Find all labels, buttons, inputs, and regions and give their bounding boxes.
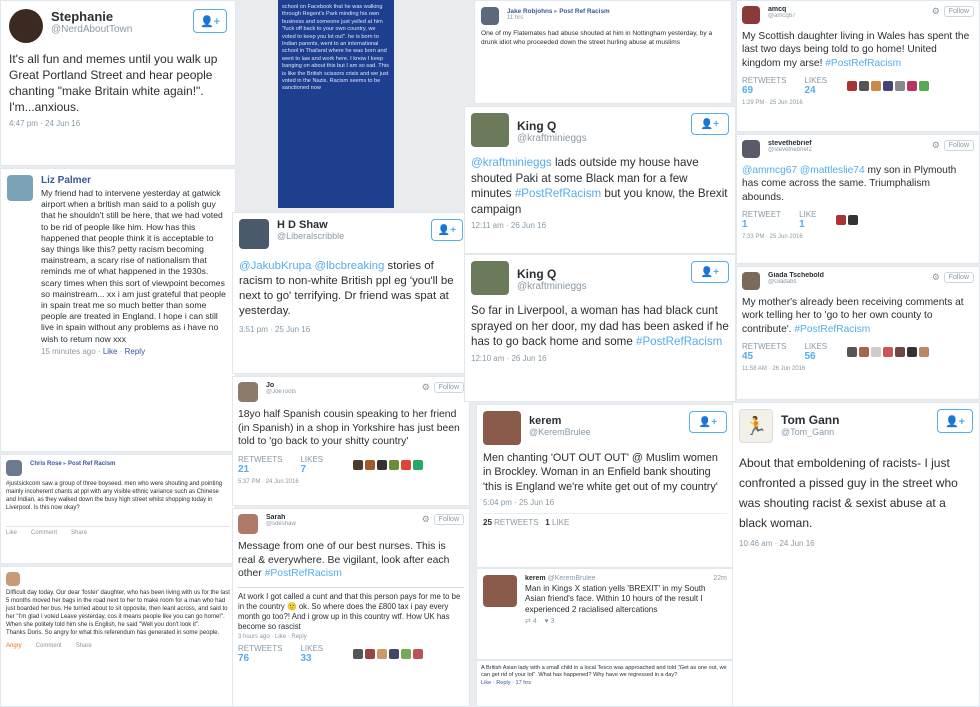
tweet-stats: RETWEET 1 LIKE 1 bbox=[742, 210, 817, 231]
comment-meta: Like · Reply · 17 hrs bbox=[481, 680, 532, 687]
gear-icon[interactable]: ⚙ bbox=[421, 514, 430, 524]
quoted-meta: 3 hours ago · Like · Reply bbox=[238, 633, 307, 640]
author-name[interactable]: Sarah bbox=[266, 514, 286, 521]
gear-icon[interactable]: ⚙ bbox=[421, 382, 430, 392]
tweet-stats: RETWEETS 45 LIKES 56 bbox=[742, 342, 828, 363]
author-name[interactable]: Stephanie bbox=[51, 9, 114, 24]
author-handle[interactable]: @Tom_Gann bbox=[781, 427, 835, 437]
tweet-text: @ammcg67 @mattleslie74 my son in Plymouth has come across the same. Triumphalism abounds. bbox=[742, 165, 957, 203]
author-handle[interactable]: @sdeshaw bbox=[266, 521, 296, 527]
like-count: 24 bbox=[804, 85, 816, 97]
retweet-count: 21 bbox=[238, 463, 250, 475]
author-name[interactable]: amcq bbox=[768, 6, 787, 13]
comment-button[interactable]: Comment bbox=[31, 530, 58, 536]
tweet-time: 5:37 PM · 24 Jun 2016 bbox=[238, 478, 299, 485]
avatar[interactable] bbox=[238, 514, 258, 534]
like-count: 3 bbox=[550, 618, 555, 626]
like-count: 7 bbox=[300, 463, 307, 475]
avatar[interactable] bbox=[471, 113, 509, 147]
like-icon[interactable]: ♥ bbox=[544, 618, 549, 626]
hashtag-link[interactable]: #PostRefRacism bbox=[825, 57, 902, 69]
tweet-time: 5:04 pm · 25 Jun 16 bbox=[483, 498, 555, 508]
tweet-sarah bbox=[232, 508, 470, 707]
tweet-time: 12:10 am · 26 Jun 16 bbox=[471, 353, 547, 363]
hashtag-link[interactable]: #PostRefRacism bbox=[794, 323, 871, 335]
tweet-text: Man in Kings X station yells 'BREXIT' in my South Asian friend's face. Within 10 hours of the result I experienced 2 racialised altercations bbox=[525, 584, 706, 614]
tweet-time: 10:46 am · 24 Jun 16 bbox=[739, 539, 815, 548]
avatar[interactable] bbox=[742, 6, 760, 24]
gear-icon[interactable]: ⚙ bbox=[931, 272, 940, 282]
tweet-king-q-1 bbox=[464, 106, 736, 254]
author-handle[interactable]: @Liberalscribble bbox=[277, 231, 345, 241]
quoted-comment bbox=[238, 587, 464, 640]
quoted-text: At work I got called a cunt and that this person pays for me to be in the country 🙂 ok. So where does the £800 tax i pay every month go too?! And i grow up in this country wtf. How UK has become so rascist bbox=[238, 591, 461, 631]
fb-comment-tesco bbox=[476, 660, 734, 707]
comment-button[interactable]: Comment bbox=[35, 643, 62, 649]
tweet-stats: RETWEETS 69 LIKES 24 bbox=[742, 76, 828, 97]
author-name[interactable]: kerem bbox=[529, 415, 562, 427]
tweet-stephanie bbox=[0, 0, 236, 166]
tweet-text: So far in Liverpool, a woman has had black cunt sprayed on her door, my dad has been asked if he has to go back home and some #PostRefRacism bbox=[471, 304, 729, 349]
follow-button[interactable]: 👤+ bbox=[689, 411, 727, 433]
follow-button[interactable]: 👤+ bbox=[193, 9, 227, 33]
tweet-stats-row bbox=[238, 644, 464, 664]
gear-icon[interactable]: ⚙ bbox=[931, 6, 940, 16]
group-name[interactable]: Post Ref Racism bbox=[68, 461, 116, 467]
author-name[interactable]: stevethebrief bbox=[768, 140, 812, 147]
gear-icon[interactable]: ⚙ bbox=[931, 140, 940, 150]
tweet-kerem-2 bbox=[476, 568, 734, 660]
tweet-stats-row bbox=[742, 76, 974, 96]
author-handle[interactable]: @KeremBrulee bbox=[529, 427, 591, 437]
follow-button[interactable]: Follow bbox=[434, 382, 464, 393]
share-button[interactable]: Share bbox=[75, 643, 92, 649]
avatar[interactable] bbox=[6, 460, 22, 476]
group-name[interactable]: Post Ref Racism bbox=[559, 8, 610, 15]
tweet-stats: RETWEETS 21 LIKES 7 bbox=[238, 454, 324, 475]
tweet-time: 3:51 pm · 25 Jun 16 bbox=[239, 325, 311, 334]
tweet-stevethebrief bbox=[736, 134, 980, 264]
avatar[interactable] bbox=[483, 575, 517, 607]
liker-avatars bbox=[847, 81, 929, 91]
follow-button[interactable]: Follow bbox=[944, 6, 974, 17]
tweet-text: 18yo half Spanish cousin speaking to her friend (in Spanish) in a shop in Yorkshire has just been told to 'go back to your shitty country' bbox=[238, 409, 460, 448]
fb-post-chris-rose: Chris Rose ▸ Post Ref Racism #justsickcom saw a group of three boyseed. men who were shouting and pointing mainly incoherent chants at ppl with any visible ethnic variance such as Chinese and Indian, as they walked down the busy high street whilst shopping today in Liverpool. Is this now okay? Like Comment Share bbox=[0, 454, 236, 564]
author-name[interactable]: kerem bbox=[525, 575, 546, 582]
author-handle[interactable]: @KeremBrulee bbox=[547, 575, 596, 582]
tweet-giada bbox=[736, 266, 980, 400]
tweet-tom-gann bbox=[732, 402, 980, 707]
follow-button[interactable]: Follow bbox=[944, 140, 974, 151]
avatar[interactable] bbox=[739, 409, 773, 443]
author-line bbox=[525, 575, 727, 582]
author-name[interactable]: Liz Palmer bbox=[41, 175, 92, 186]
retweet-count: 4 bbox=[532, 618, 537, 626]
reply-link[interactable]: Reply bbox=[124, 346, 146, 356]
follow-button[interactable]: Follow bbox=[434, 514, 464, 525]
tweet-time: 7:33 PM · 25 Jun 2016 bbox=[742, 234, 803, 241]
tweet-stats: RETWEETS 76 LIKES 33 bbox=[238, 643, 324, 664]
author-handle[interactable]: @JoeToots bbox=[266, 389, 297, 395]
post-time: 11 hrs bbox=[507, 15, 524, 21]
hashtag-link[interactable]: #PostRefRacism bbox=[514, 187, 602, 201]
avatar[interactable] bbox=[238, 382, 258, 402]
avatar[interactable] bbox=[471, 261, 509, 295]
mention-link[interactable]: @lbcbreaking bbox=[314, 260, 385, 272]
avatar[interactable] bbox=[481, 7, 499, 25]
avatar[interactable] bbox=[9, 9, 43, 43]
angry-reaction[interactable]: Angry bbox=[6, 643, 22, 649]
author-name[interactable]: Jo bbox=[266, 382, 275, 389]
like-count: 33 bbox=[300, 652, 312, 664]
post-text: Difficult day today. Our dear 'foster' daughter, who has been living with us for the last 5 months moved her bags in the road next to her to make room for a man who had just boarded her bus. He turned about to sit opposite, then leant across, and said to her "I'm glad I voted Leave yesterday, cos it means people like you can go home!". When she politely told him she is English, he said "Well you don't look it". bbox=[6, 590, 230, 628]
author-name[interactable]: Giada Tschebold bbox=[768, 272, 824, 279]
post-actions bbox=[6, 643, 230, 649]
post-text: #justsickcom saw a group of three boyseed. men who were shouting and pointing mainly incoherent chants at ppl with any visible ethnic variance such as Chinese and Indian, as they walked down the busy high street whilst shopping today in Liverpool. Is this now okay? bbox=[6, 481, 223, 511]
like-count: 1 bbox=[545, 518, 550, 528]
like-count: 1 bbox=[799, 219, 805, 231]
avatar[interactable] bbox=[483, 411, 521, 445]
liker-avatars bbox=[353, 649, 423, 659]
liker-avatars bbox=[847, 347, 929, 357]
author-handle[interactable]: @kraftminieggs bbox=[517, 281, 587, 292]
mention-link[interactable]: @JakubKrupa bbox=[239, 260, 312, 272]
avatar[interactable] bbox=[742, 272, 760, 290]
tweet-text: My mother's already been receiving comments at work telling her to 'go to her own county to contribute'. #PostRefRacism bbox=[742, 297, 964, 335]
author-name[interactable]: Jake Robjohns bbox=[507, 8, 553, 15]
tweet-hd-shaw bbox=[232, 212, 470, 374]
tweet-text: Message from one of our best nurses. This is real & everywhere. Be vigilant, look after each other #PostRefRacism bbox=[238, 541, 450, 580]
tweet-king-q-2 bbox=[464, 254, 736, 402]
share-button[interactable]: Share bbox=[71, 530, 88, 536]
fb-post-jake-robjohns: Jake Robjohns ▸ Post Ref Racism 11 hrs One of my Flatemates had abuse shouted at him in Nottingham yesterday, by a drunk idiot who proceeded down the street hurling abuse at muslims bbox=[474, 0, 732, 104]
phone-screenshot bbox=[278, 0, 394, 208]
tweet-time: 12:11 am · 26 Jun 16 bbox=[471, 221, 547, 231]
comment-liz-palmer bbox=[0, 168, 236, 452]
author-name[interactable]: Tom Gann bbox=[781, 413, 840, 427]
tweet-time: 4:47 pm · 24 Jun 16 bbox=[9, 119, 81, 128]
follow-button[interactable]: 👤+ bbox=[691, 113, 729, 135]
tweet-text: About that emboldening of racists- I just confronted a pissed guy in the street who was shouting racist & sexist abuse at a black woman. bbox=[739, 456, 958, 530]
tweet-body: stories of racism to non-white British ppl eg 'you'll be next to go' terrifying. Dr friend was spat at yesterday. bbox=[239, 260, 454, 317]
retweet-count: 1 bbox=[742, 219, 748, 231]
tweet-stats-row bbox=[238, 455, 464, 475]
tweet-kerem bbox=[476, 404, 734, 568]
avatar[interactable] bbox=[239, 219, 269, 249]
avatar[interactable] bbox=[742, 140, 760, 158]
tweet-amcq bbox=[736, 0, 980, 132]
post-actions bbox=[6, 526, 230, 536]
post-text: One of my Flatemates had abuse shouted at him in Nottingham yesterday, by a drunk idiot who proceeded down the street hurling abuse at muslims bbox=[481, 30, 713, 46]
follow-button[interactable]: Follow bbox=[944, 272, 974, 283]
follow-button[interactable]: 👤+ bbox=[937, 409, 973, 433]
author-handle[interactable]: @stevethebrief2 bbox=[768, 147, 812, 153]
like-count: 56 bbox=[804, 351, 816, 363]
like-link[interactable]: Like bbox=[102, 346, 118, 356]
mention-link[interactable]: @ammcg67 bbox=[742, 165, 798, 176]
tweet-time: 22m bbox=[713, 575, 727, 582]
mention-link[interactable]: @kraftminieggs bbox=[471, 156, 552, 169]
retweet-count: 76 bbox=[238, 652, 250, 664]
retweet-count: 69 bbox=[742, 85, 754, 97]
comment-text: My friend had to intervene yesterday at gatwick airport when a british man said to a polish guy that he shouldn't still be here, that we had voted to be rid of people like him. How has this happened that people think it is acceptable to say things like this? petty racism becoming mainstream, a scary rise of nationalism that reminds me of what happened in the 1930s. scary times when this sort of viewpoint becomes so mainstream... xx i am just grateful that people in spain treat me so much better than some people are treated in England. I hope i can still live in spain without any problems as i have no wish to return now xxx bbox=[41, 188, 226, 344]
liker-avatars bbox=[836, 215, 858, 225]
follow-button[interactable]: 👤+ bbox=[431, 219, 463, 241]
follow-button[interactable]: 👤+ bbox=[691, 261, 729, 283]
comment-meta: 15 minutes ago · Like · Reply bbox=[41, 346, 146, 356]
runner-icon: 🏃 bbox=[744, 415, 768, 436]
tweet-stats-row bbox=[742, 342, 974, 362]
tweet-text: It's all fun and memes until you walk up Great Portland Street and hear people chanting "make Britain white again!". I'm...anxious. bbox=[9, 52, 218, 114]
tweet-text: Men chanting 'OUT OUT OUT' @ Muslim women in Brockley. Woman in an Enfield bank shouting 'this is England we're white get out of my country' bbox=[483, 452, 718, 493]
like-button[interactable]: Like bbox=[6, 530, 18, 536]
tweet-text: @kraftminieggs lads outside my house have shouted Paki at some Black man for a few minutes #PostRefRacism but you know, the Brexit campaign bbox=[471, 156, 728, 216]
retweet-count: 25 bbox=[483, 518, 492, 528]
tweet-time: 11:58 AM · 26 Jun 2016 bbox=[742, 366, 806, 373]
tweet-jo bbox=[232, 376, 470, 506]
tweet-text: My Scottish daughter living in Wales has spent the last two days being told to go home! United kingdom my arse! #PostRefRacism bbox=[742, 31, 970, 69]
author-handle[interactable]: @kraftminieggs bbox=[517, 133, 587, 144]
comment-time: 15 minutes ago bbox=[41, 346, 96, 356]
comment-text: A British Asian lady with a small child in a local Tesco was approached and told "Get as one out, we can get rid of your lot". What has happened? Why have we regressed in a day? bbox=[481, 665, 727, 679]
tweet-text bbox=[239, 259, 463, 319]
author-name[interactable]: H D Shaw bbox=[277, 219, 328, 231]
tweet-stats: 25 RETWEETS 1 LIKE bbox=[483, 513, 727, 527]
retweet-icon[interactable]: ⇄ bbox=[525, 618, 531, 626]
liker-avatars bbox=[353, 460, 423, 470]
mention-link[interactable]: @mattleslie74 bbox=[799, 165, 865, 176]
author-name[interactable]: King Q bbox=[517, 267, 557, 281]
author-name[interactable]: King Q bbox=[517, 119, 557, 133]
author-handle[interactable]: @amcq67 bbox=[768, 13, 796, 19]
fb-post-foster-daughter bbox=[0, 566, 236, 707]
post-text-thanks: Thanks Doris. So angry for what this referendum has generated in some people. bbox=[6, 630, 220, 636]
hashtag-link[interactable]: #PostRefRacism bbox=[636, 335, 723, 349]
avatar[interactable] bbox=[7, 175, 33, 201]
author-name[interactable]: Chris Rose bbox=[30, 461, 62, 467]
screenshot-text: school on Facebook that he was walking through Regent's Park minding his own business and someone just yelled at him "fuck off back to your own country, we voted to keep you lot out". he is born to Indian parents, went to an international school in Thailand where he was born and went to law and work here. I know I keep banging on about this but I am so sad. This is like the British scissors crisis and we just voted in the Nazis. Racism seems to be sanctioned now bbox=[282, 4, 389, 92]
retweet-count: 45 bbox=[742, 351, 754, 363]
tweet-stats-row bbox=[742, 210, 974, 230]
avatar[interactable] bbox=[6, 572, 20, 586]
author-handle[interactable]: @NerdAboutTown bbox=[51, 24, 133, 35]
hashtag-link[interactable]: #PostRefRacism bbox=[264, 568, 342, 580]
tweet-time: 1:29 PM · 25 Jun 2016 bbox=[742, 100, 803, 107]
author-handle[interactable]: @Giadabs bbox=[768, 279, 797, 285]
tweet-actions bbox=[525, 617, 727, 625]
